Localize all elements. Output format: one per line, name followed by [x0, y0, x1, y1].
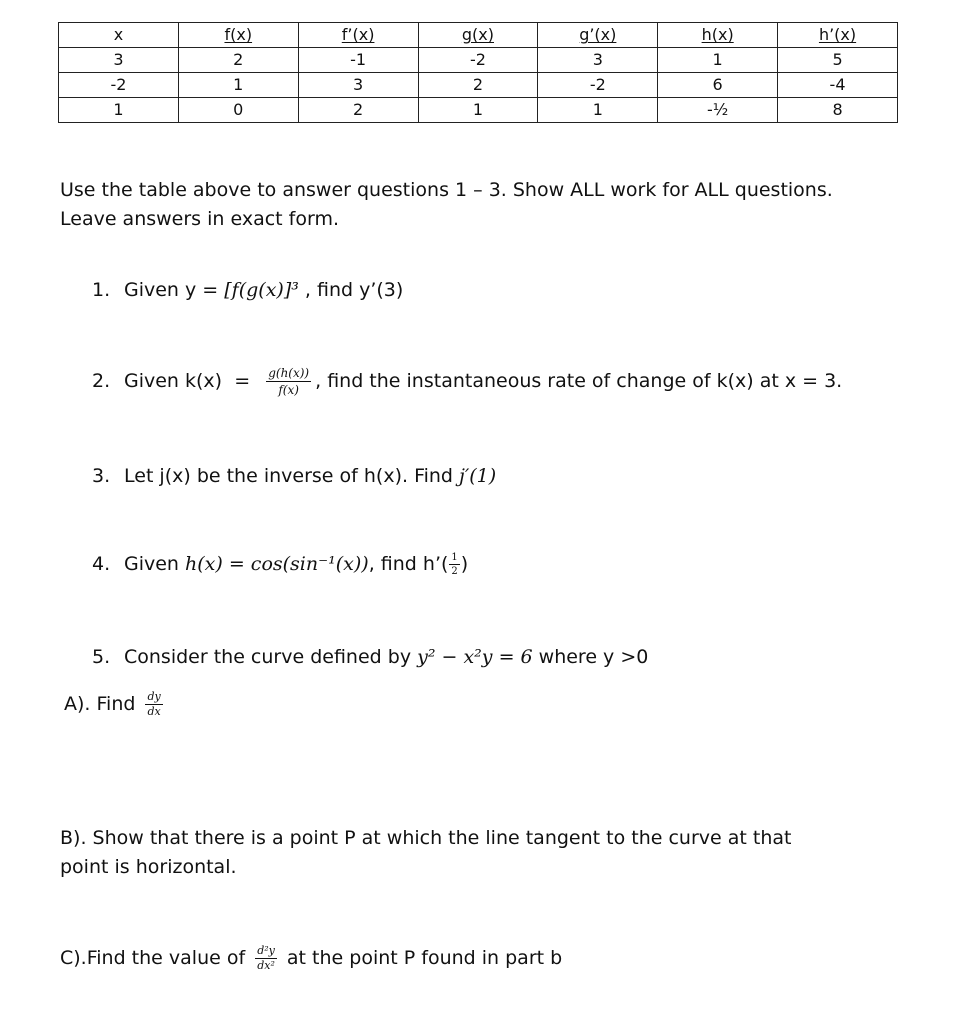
table-cell: 1	[658, 48, 778, 73]
question-text: , find the instantaneous rate of change of k(x) at x = 3.	[315, 370, 843, 392]
fraction	[255, 945, 277, 972]
question-1	[92, 276, 403, 305]
table-cell: 5	[778, 48, 898, 73]
question-text: , find y’(3)	[298, 279, 404, 301]
question-5	[92, 643, 648, 672]
table-cell: 2	[418, 73, 538, 98]
part-b-line-2: point is horizontal.	[60, 856, 237, 878]
question-text: Given k(x)	[124, 370, 223, 392]
header-cell-f-prime: f’(x)	[298, 23, 418, 48]
instructions-line-1: Use the table above to answer questions 1 – 3. Show ALL work for ALL questions.	[60, 179, 833, 201]
equals-sign: =	[234, 370, 251, 392]
math-expression: h(x) = cos(sin⁻¹(x))	[185, 553, 369, 575]
table-cell: 6	[658, 73, 778, 98]
question-number: 1.	[92, 279, 111, 301]
fraction	[449, 552, 459, 577]
fraction	[266, 366, 311, 397]
part-b-line-1: B). Show that there is a point P at which the line tangent to the curve at that	[60, 827, 792, 849]
question-number: 5.	[92, 646, 111, 668]
table-header-row	[59, 23, 898, 48]
table-cell: 3	[298, 73, 418, 98]
part-c	[60, 944, 562, 973]
question-text: Consider the curve defined by	[124, 646, 418, 668]
part-a-label: A). Find	[64, 693, 142, 715]
question-number: 2.	[92, 370, 111, 392]
values-table	[58, 22, 898, 123]
part-a	[64, 690, 167, 719]
table-cell: 1	[538, 98, 658, 123]
table-cell: 1	[178, 73, 298, 98]
header-cell-h: h(x)	[658, 23, 778, 48]
fraction-numerator: g(h(x))	[268, 366, 310, 380]
part-c-label: C).Find the value of	[60, 947, 252, 969]
question-text: )	[460, 553, 469, 575]
table-cell: 0	[178, 98, 298, 123]
fraction-denominator: dx	[147, 705, 161, 718]
question-number: 3.	[92, 465, 111, 487]
table-cell: 8	[778, 98, 898, 123]
math-expression: j′(1)	[459, 465, 497, 487]
header-cell-g-prime: g’(x)	[538, 23, 658, 48]
table-cell: -1	[298, 48, 418, 73]
question-number: 4.	[92, 553, 111, 575]
fraction-denominator: dx²	[257, 959, 275, 972]
question-2	[92, 366, 842, 397]
table-row	[59, 73, 898, 98]
question-text: Given y =	[124, 279, 225, 301]
table-cell: 1	[59, 98, 179, 123]
fraction-denominator: f(x)	[278, 383, 299, 397]
table-cell: -2	[538, 73, 658, 98]
question-text: Given	[124, 553, 186, 575]
table-cell: 3	[538, 48, 658, 73]
header-cell-f: f(x)	[178, 23, 298, 48]
math-expression: [f(g(x)]³	[224, 279, 299, 301]
question-text: , find h’(	[368, 553, 449, 575]
instructions-line-2: Leave answers in exact form.	[60, 208, 339, 230]
header-cell-x: x	[59, 23, 179, 48]
part-b	[60, 824, 930, 882]
question-text: Let j(x) be the inverse of h(x). Find	[124, 465, 460, 487]
fraction	[145, 691, 162, 718]
table-cell: -½	[658, 98, 778, 123]
table-cell: 2	[298, 98, 418, 123]
table-cell: -2	[418, 48, 538, 73]
part-c-text: at the point P found in part b	[280, 947, 563, 969]
question-3	[92, 462, 496, 491]
table-row	[59, 98, 898, 123]
values-table-container	[58, 22, 898, 123]
math-expression: y² − x²y = 6	[417, 646, 533, 668]
question-4	[92, 550, 468, 579]
table-cell: -4	[778, 73, 898, 98]
instructions	[60, 176, 930, 234]
table-cell: -2	[59, 73, 179, 98]
table-cell: 2	[178, 48, 298, 73]
header-cell-g: g(x)	[418, 23, 538, 48]
table-row	[59, 48, 898, 73]
fraction-numerator: dy	[147, 690, 161, 703]
fraction-denominator: 2	[451, 566, 458, 577]
question-text: where y >0	[532, 646, 649, 668]
table-cell: 1	[418, 98, 538, 123]
table-cell: 3	[59, 48, 179, 73]
header-cell-h-prime: h’(x)	[778, 23, 898, 48]
fraction-numerator: 1	[451, 552, 458, 563]
fraction-numerator: d²y	[257, 944, 275, 957]
